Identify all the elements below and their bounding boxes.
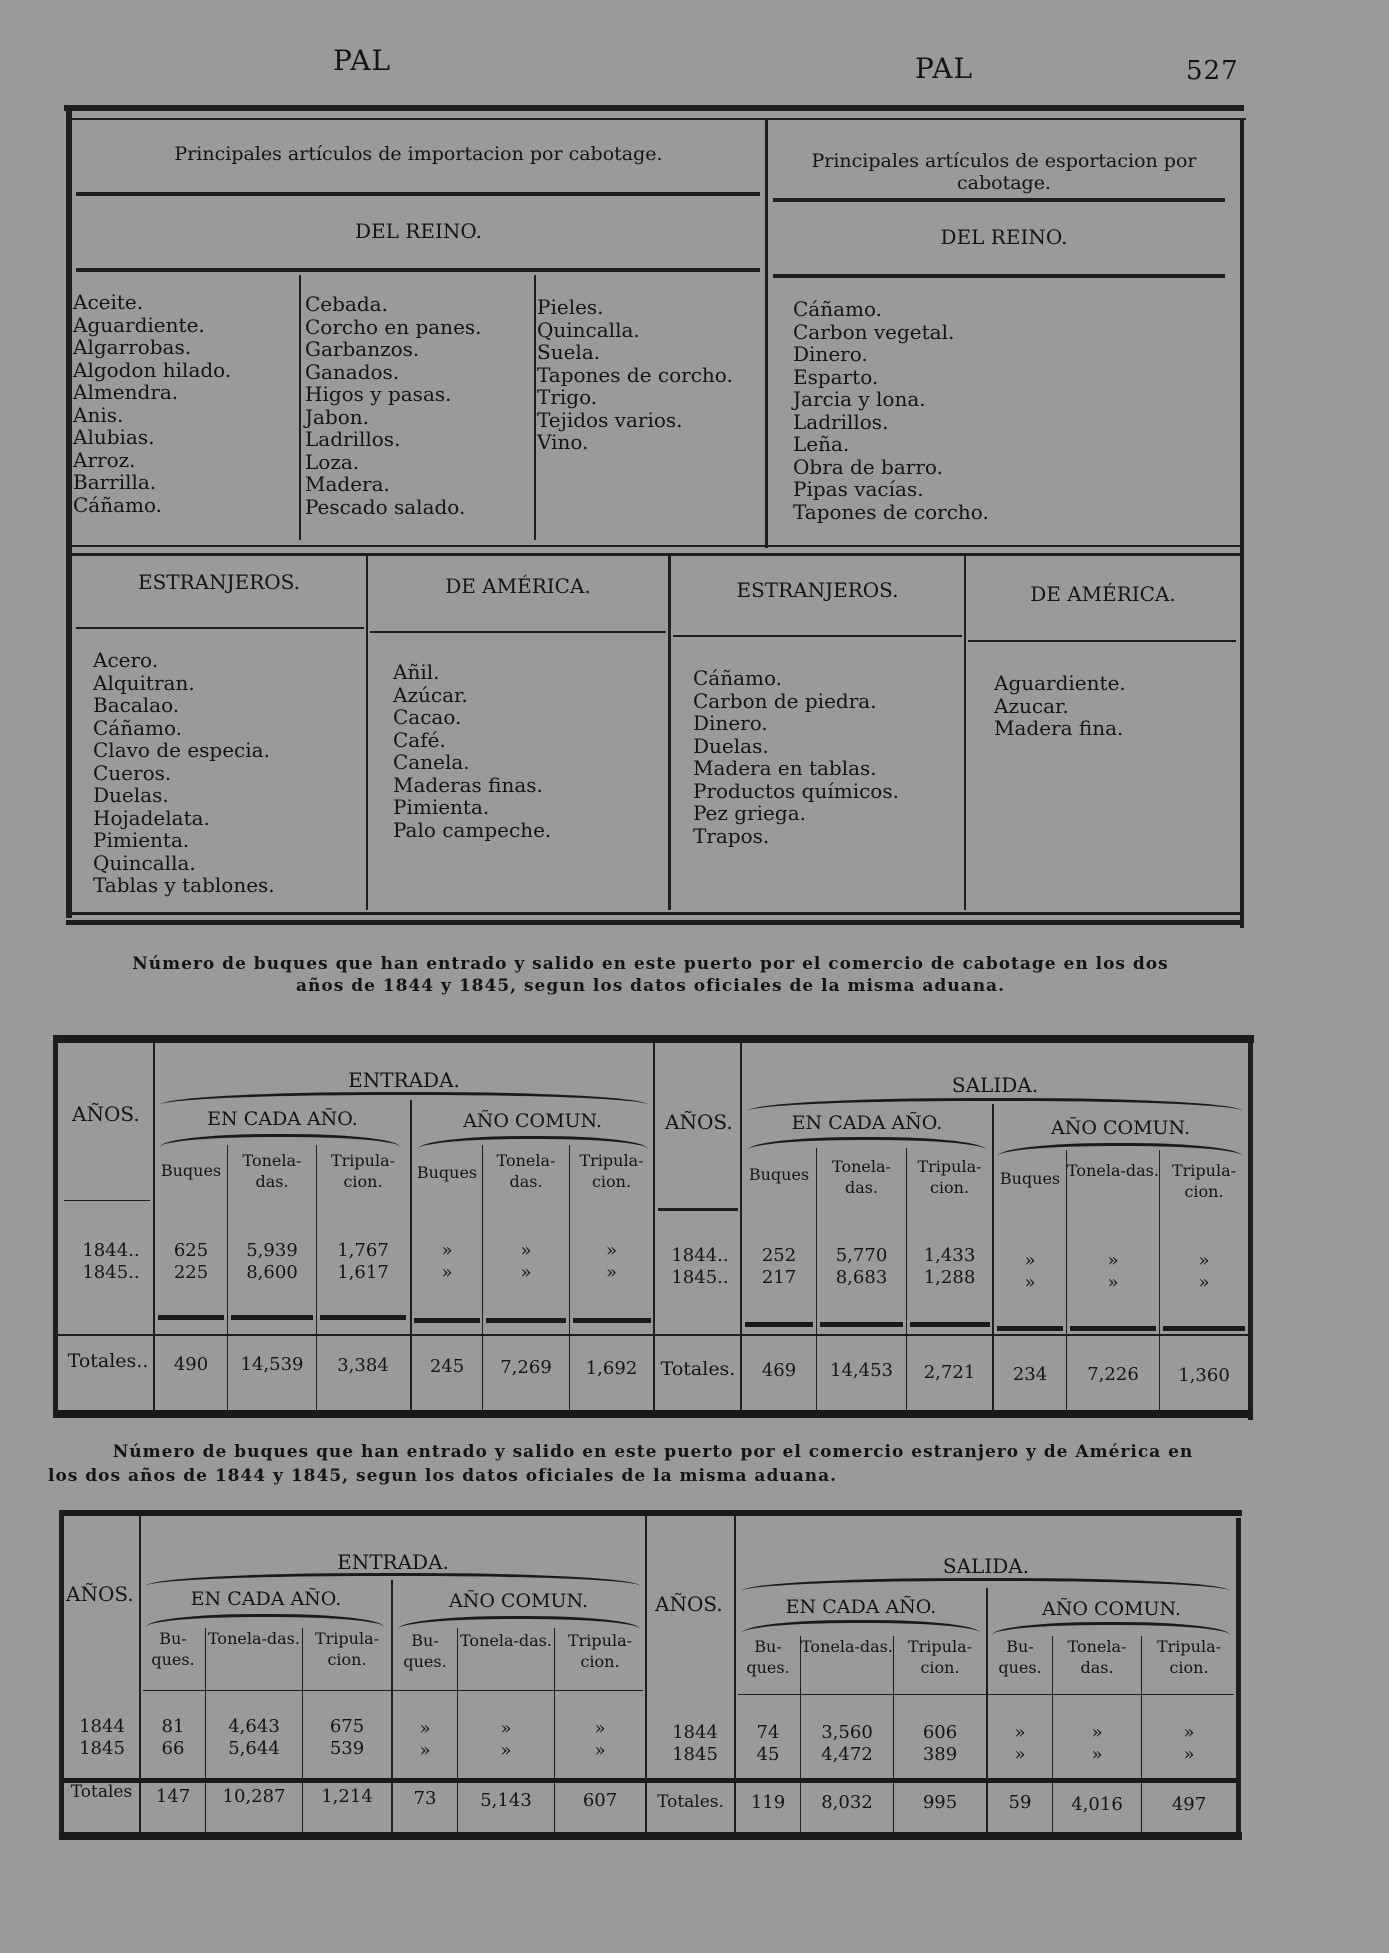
list-item: Cacao. <box>393 705 462 729</box>
list-item: Aguardiente. <box>73 312 205 337</box>
table-cell: » <box>1198 1272 1210 1293</box>
list-item: Obra de barro. <box>793 454 943 479</box>
table-cell: » <box>1024 1250 1036 1271</box>
table-cell: 3,560 <box>821 1722 873 1743</box>
list-item: Ganados. <box>305 359 400 384</box>
table2-salida-ton-header: Tonela-das. <box>801 1637 893 1656</box>
table2-title-line1: Número de buques que han entrado y salido en este puerto por el comercio estranjero y de América en <box>112 1442 1194 1462</box>
table1-salida-trip-header: Tripula-cion. <box>917 1157 982 1197</box>
table-cell: » <box>1091 1744 1103 1765</box>
table2-entrada-ton-header: Tonela-das. <box>208 1629 300 1648</box>
list-item: Higos y pasas. <box>305 382 452 406</box>
list-item: Madera. <box>305 472 390 496</box>
export-reino-col <box>793 298 989 523</box>
list-item: Ladrillos. <box>793 409 889 434</box>
table1-entrada-comun-ton-header: Tonela-das. <box>496 1151 556 1191</box>
list-item: Café. <box>393 727 446 752</box>
estr-import-list <box>93 649 275 897</box>
page-number: 527 <box>1186 56 1239 86</box>
list-item: Pescado salado. <box>305 494 466 519</box>
list-item: Garbanzos. <box>305 337 420 361</box>
table-cell: 8,600 <box>246 1262 298 1283</box>
table2-salida-comun-ton-header: Tonela-das. <box>1067 1637 1127 1677</box>
table-cell: 59 <box>1008 1792 1032 1813</box>
table-cell: 147 <box>155 1786 191 1807</box>
table1-salida-year: 1845.. <box>671 1267 729 1288</box>
list-item: Alquitran. <box>93 670 195 695</box>
table-cell: 606 <box>922 1722 958 1743</box>
table2-entrada-comun-label: AÑO COMUN. <box>449 1590 588 1612</box>
table2-salida-comun-trip-header: Tripula-cion. <box>1156 1637 1222 1677</box>
list-item: Jarcia y lona. <box>793 387 926 411</box>
table-cell: 1,214 <box>321 1786 373 1807</box>
list-item: Suela. <box>537 340 601 364</box>
amer-export-label: DE AMÉRICA. <box>1030 582 1176 606</box>
table-cell: 7,269 <box>500 1357 552 1378</box>
table1-entrada-label: ENTRADA. <box>348 1068 460 1092</box>
table-cell: » <box>500 1718 512 1739</box>
table1-entrada-comun-label: AÑO COMUN. <box>463 1110 602 1132</box>
table2-salida-trip-header: Tripula-cion. <box>907 1637 973 1677</box>
table1-salida-comun-ton-header: Tonela-das. <box>1067 1161 1159 1180</box>
table-cell: 675 <box>329 1716 365 1737</box>
table-cell: 74 <box>756 1722 780 1743</box>
table1-entrada-year: 1844.. <box>82 1240 140 1261</box>
list-item: Aceite. <box>73 290 144 314</box>
list-item: Pipas vacías. <box>793 477 924 501</box>
table1-entrada-buques-header: Buques <box>160 1161 222 1180</box>
table-cell: » <box>605 1240 617 1261</box>
list-item: Clavo de especia. <box>93 738 270 762</box>
list-item: Jabon. <box>305 404 370 429</box>
list-item: Esparto. <box>793 364 879 389</box>
table-cell: » <box>419 1740 431 1761</box>
export-title: Principales artículos de esportacion por cabotage. <box>811 150 1197 194</box>
import-reino-col1 <box>73 291 231 516</box>
table1-title-line1: Número de buques que han entrado y salido en este puerto por el comercio de cabotage en los dos <box>132 954 1169 974</box>
list-item: Alubias. <box>73 425 155 449</box>
table-cell: 252 <box>761 1245 797 1266</box>
table-cell: 225 <box>173 1262 209 1283</box>
table-cell: » <box>500 1740 512 1761</box>
running-head-center: PAL <box>915 52 974 85</box>
list-item: Leña. <box>793 432 850 456</box>
list-item: Madera fina. <box>994 716 1124 740</box>
table1-anos-right: AÑOS. <box>665 1110 733 1134</box>
table-cell: 1,692 <box>585 1358 638 1379</box>
list-item: Quincalla. <box>537 317 640 342</box>
table1-salida-totals-label: Totales. <box>660 1358 736 1380</box>
table2-salida-totals-label: Totales. <box>657 1792 724 1812</box>
list-item: Dinero. <box>693 711 768 735</box>
table1-salida-year: 1844.. <box>671 1245 729 1266</box>
table-cell: » <box>1091 1722 1103 1743</box>
table-cell: » <box>520 1262 532 1283</box>
list-item: Cáñamo. <box>93 715 183 740</box>
table-cell: » <box>441 1262 453 1283</box>
amer-import-label: DE AMÉRICA. <box>445 574 591 598</box>
table-cell: 625 <box>173 1240 209 1261</box>
table-cell: 4,643 <box>228 1716 280 1737</box>
list-item: Anis. <box>73 402 124 427</box>
table-cell: » <box>1183 1744 1195 1765</box>
table2-entrada-totals-label: Totales <box>70 1782 133 1802</box>
estr-import-label: ESTRANJEROS. <box>137 570 301 594</box>
table-cell: » <box>605 1262 617 1283</box>
table-cell: 4,016 <box>1071 1794 1123 1815</box>
amer-export-list <box>994 672 1126 740</box>
table-cell: 497 <box>1171 1794 1207 1815</box>
table1-entrada-comun-buques-header: Buques <box>416 1163 478 1182</box>
table-cell: 14,453 <box>830 1360 893 1381</box>
list-item: Canela. <box>393 750 470 774</box>
list-item: Carbon de piedra. <box>693 688 877 713</box>
list-item: Cueros. <box>93 760 172 785</box>
table2-salida-buques-header: Bu-ques. <box>746 1637 790 1677</box>
table-cell: 1,360 <box>1178 1365 1230 1386</box>
list-item: Almendra. <box>73 380 179 404</box>
table2-entrada-year: 1845 <box>79 1738 125 1759</box>
table-cell: 4,472 <box>821 1744 873 1765</box>
table2-salida-label: SALIDA. <box>942 1554 1030 1578</box>
table-cell: » <box>1014 1722 1026 1743</box>
table-cell: 73 <box>413 1788 437 1809</box>
list-item: Algarrobas. <box>73 335 192 359</box>
list-item: Madera en tablas. <box>693 756 877 780</box>
table1-salida-label: SALIDA. <box>951 1073 1039 1097</box>
table2-entrada-buques-header: Bu-ques. <box>151 1629 195 1669</box>
list-item: Pieles. <box>537 295 604 319</box>
list-item: Quincalla. <box>93 850 196 875</box>
table-cell: 81 <box>161 1716 185 1737</box>
table2-entrada-comun-ton-header: Tonela-das. <box>460 1631 552 1650</box>
list-item: Cáñamo. <box>693 666 783 690</box>
reino-export-label: DEL REINO. <box>940 225 1068 249</box>
table-cell: » <box>1198 1250 1210 1271</box>
reino-import-label: DEL REINO. <box>355 219 482 243</box>
table1-salida-comun-buques-header: Buques <box>999 1169 1061 1188</box>
table-cell: » <box>1107 1250 1119 1271</box>
table2-entrada-label: ENTRADA. <box>337 1550 449 1574</box>
table1-entrada-trip-header: Tripula-cion. <box>330 1151 396 1191</box>
table-cell: » <box>520 1240 532 1261</box>
table1-title-line2: años de 1844 y 1845, segun los datos oficiales de la misma aduana. <box>295 976 1005 996</box>
table-cell: 490 <box>173 1354 209 1375</box>
table-cell: 3,384 <box>337 1355 389 1376</box>
import-reino-col2 <box>305 293 482 518</box>
table-cell: 1,433 <box>923 1245 976 1266</box>
table-cell: 217 <box>761 1267 797 1288</box>
table2-salida-cada-label: EN CADA AÑO. <box>785 1596 937 1618</box>
table-cell: 1,288 <box>923 1267 976 1288</box>
table-cell: 5,644 <box>228 1738 280 1759</box>
import-reino-col3 <box>537 296 733 454</box>
estr-export-label: ESTRANJEROS. <box>736 578 899 602</box>
list-item: Tablas y tablones. <box>93 873 275 897</box>
table-cell: » <box>1107 1272 1119 1293</box>
list-item: Pimienta. <box>93 828 190 852</box>
table-cell: » <box>1183 1722 1195 1743</box>
table1-entrada-cada-label: EN CADA AÑO. <box>207 1108 358 1130</box>
table2-entrada-comun-trip-header: Tripula-cion. <box>567 1631 633 1671</box>
list-item: Maderas finas. <box>393 772 543 797</box>
list-item: Pez griega. <box>693 801 806 825</box>
table2-anos-left: AÑOS. <box>66 1582 134 1606</box>
list-item: Vino. <box>537 430 589 454</box>
table-cell: 2,721 <box>923 1362 976 1383</box>
table1-salida-buques-header: Buques <box>748 1165 810 1184</box>
table1-entrada-ton-header: Tonela-das. <box>242 1151 302 1191</box>
table1-salida-comun-trip-header: Tripula-cion. <box>1171 1161 1237 1201</box>
list-item: Bacalao. <box>93 693 180 717</box>
list-item: Hojadelata. <box>93 805 210 830</box>
running-head-left: PAL <box>333 44 392 77</box>
table-cell: 10,287 <box>222 1786 286 1807</box>
list-item: Tapones de corcho. <box>537 362 733 387</box>
list-item: Cáñamo. <box>793 297 883 321</box>
list-item: Dinero. <box>793 342 868 366</box>
table-cell: 66 <box>161 1738 185 1759</box>
table2-anos-right: AÑOS. <box>655 1592 723 1616</box>
table-cell: » <box>594 1740 606 1761</box>
list-item: Aguardiente. <box>994 671 1126 695</box>
table-cell: » <box>441 1240 453 1261</box>
table2-entrada-comun-buques-header: Bu-ques. <box>403 1631 447 1671</box>
table1-salida-cada-label: EN CADA AÑO. <box>791 1112 943 1134</box>
list-item: Tapones de corcho. <box>793 499 989 524</box>
table2-entrada-cada-label: EN CADA AÑO. <box>190 1588 342 1610</box>
list-item: Corcho en panes. <box>305 314 482 339</box>
table-cell: » <box>419 1718 431 1739</box>
list-item: Ladrillos. <box>305 427 401 451</box>
list-item: Arroz. <box>73 447 136 472</box>
list-item: Algodon hilado. <box>73 357 232 382</box>
table-cell: 119 <box>750 1792 786 1813</box>
table-cell: 5,770 <box>835 1245 888 1266</box>
table-cell: » <box>594 1718 606 1739</box>
table2-entrada-year: 1844 <box>79 1716 125 1737</box>
list-item: Productos químicos. <box>693 778 899 803</box>
list-item: Trapos. <box>693 823 770 848</box>
table2-salida-year: 1844 <box>672 1722 718 1743</box>
table2-salida-year: 1845 <box>672 1744 718 1765</box>
table2-salida-comun-label: AÑO COMUN. <box>1042 1598 1181 1620</box>
table-cell: 45 <box>756 1744 780 1765</box>
list-item: Duelas. <box>693 733 769 758</box>
list-item: Trigo. <box>537 385 598 409</box>
table-cell: 389 <box>922 1744 958 1765</box>
list-item: Cáñamo. <box>73 492 163 517</box>
list-item: Duelas. <box>93 783 169 807</box>
table1-entrada-totals-label: Totales.. <box>67 1350 149 1372</box>
list-item: Carbon vegetal. <box>793 319 955 344</box>
table-cell: » <box>1014 1744 1026 1765</box>
table-cell: 5,939 <box>246 1240 298 1261</box>
list-item: Palo campeche. <box>393 817 552 842</box>
table2-entrada-trip-header: Tripula-cion. <box>314 1629 380 1669</box>
table-cell: 14,539 <box>240 1354 304 1375</box>
list-item: Loza. <box>305 449 360 474</box>
list-item: Cebada. <box>305 292 388 316</box>
list-item: Tejidos varios. <box>537 407 683 432</box>
table-cell: 1,617 <box>337 1262 389 1283</box>
table1-anos-left: AÑOS. <box>72 1102 140 1126</box>
table-cell: 8,032 <box>821 1792 873 1813</box>
table-cell: 469 <box>761 1360 797 1381</box>
table-cell: 8,683 <box>835 1267 888 1288</box>
table-cell: 5,143 <box>480 1790 532 1811</box>
list-item: Añil. <box>393 660 440 684</box>
list-item: Barrilla. <box>73 470 157 494</box>
table1-entrada-year: 1845.. <box>82 1262 140 1283</box>
table-cell: 995 <box>922 1792 958 1813</box>
list-item: Pimienta. <box>393 795 490 819</box>
list-item: Azucar. <box>994 693 1069 718</box>
list-item: Azúcar. <box>393 682 468 707</box>
table-cell: » <box>1024 1272 1036 1293</box>
table-cell: 607 <box>582 1790 618 1811</box>
table-cell: 539 <box>329 1738 365 1759</box>
table1-salida-ton-header: Tonela-das. <box>832 1157 891 1197</box>
table1-salida-comun-label: AÑO COMUN. <box>1051 1117 1190 1139</box>
table-cell: 245 <box>429 1356 465 1377</box>
list-item: Acero. <box>93 648 159 672</box>
table-cell: 234 <box>1012 1364 1048 1385</box>
table1-entrada-comun-trip-header: Tripula-cion. <box>579 1151 644 1191</box>
import-title: Principales artículos de importacion por cabotage. <box>174 143 663 165</box>
table-cell: 7,226 <box>1087 1364 1139 1385</box>
amer-import-list <box>393 661 551 841</box>
table-cell: 1,767 <box>337 1240 389 1261</box>
estr-export-list <box>693 667 899 847</box>
table2-title-line2: los dos años de 1844 y 1845, segun los datos oficiales de la misma aduana. <box>48 1466 838 1486</box>
table2-salida-comun-buques-header: Bu-ques. <box>998 1637 1042 1677</box>
